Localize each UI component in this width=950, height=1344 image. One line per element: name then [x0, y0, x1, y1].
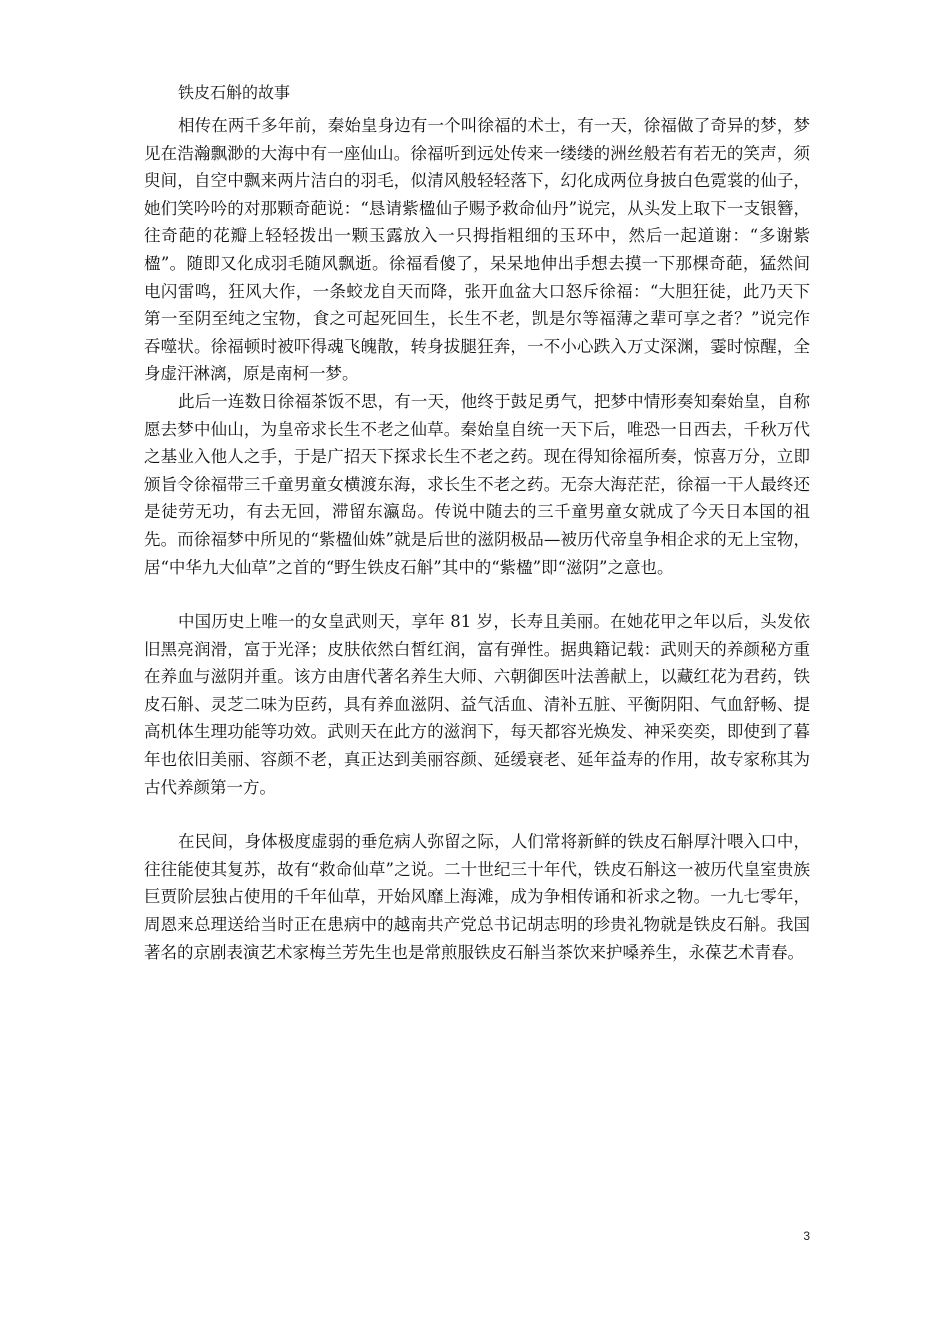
document-title: 铁皮石斛的故事: [178, 83, 291, 102]
paragraph-folk-usage: 在民间，身体极度虚弱的垂危病人弥留之际，人们常将新鲜的铁皮石斛厚汁喂入口中，往往能使其复苏，故有“救命仙草”之说。二十世纪三十年代，铁皮石斛这一被历代皇室贵族巨贾阶层独占使用的千年仙草，开始风靡上海滩，成为争相传诵和祈求之物。一九七零年，周恩来总理送给当时正在患病中的越南共产党总书记胡志明的珍贵礼物就是铁皮石斛。我国著名的京剧表演艺术家梅兰芳先生也是常煎服铁皮石斛当茶饮来护嗓养生，永葆艺术青春。: [144, 832, 810, 962]
paragraph-qin-shihuang: 此后一连数日徐福茶饭不思，有一天，他终于鼓足勇气，把梦中情形奏知秦始皇，自称愿去梦中仙山，为皇帝求长生不老之仙草。秦始皇自统一天下后，唯恐一日西去，千秋万代之基业入他人之手，于是广招天下探求长生不老之药。现在得知徐福所奏，惊喜万分，立即颁旨令徐福带三千童男童女横渡东海，求长生不老之药。无奈大海茫茫，徐福一干人最终还是徒劳无功，有去无回，滞留东瀛岛。传说中随去的三千童男童女就成了今天日本国的祖先。而徐福梦中所见的“紫楹仙姝”就是后世的滋阴极品—被历代帝皇争相企求的无上宝物，居“中华九大仙草”之首的“野生铁皮石斛”其中的“紫楹”即“滋阴”之意也。: [144, 391, 810, 577]
page-number: 3: [803, 1229, 810, 1243]
paragraph-wu-zetian: 中国历史上唯一的女皇武则天，享年 81 岁，长寿且美丽。在她花甲之年以后，头发依旧黑亮润滑，富于光泽；皮肤依然白皙红润，富有弹性。据典籍记载：武则天的养颜秘方重在养血与滋阴并重。该方由唐代著名养生大师、六朝御医叶法善献上，以藏红花为君药，铁皮石斛、灵芝二味为臣药，具有养血滋阴、益气活血、清补五脏、平衡阴阳、气血舒畅、提高机体生理功能等功效。武则天在此方的滋润下，每天都容光焕发、神采奕奕，即使到了暮年也依旧美丽、容颜不老，真正达到美丽容颜、延缓衰老、延年益寿的作用，故专家称其为古代养颜第一方。: [144, 612, 810, 797]
document-page: [144, 80, 810, 966]
paragraph-spacer: [144, 801, 810, 828]
paragraph-spacer: [144, 581, 810, 608]
paragraph-xu-fu-dream: 相传在两千多年前，秦始皇身边有一个叫徐福的术士，有一天，徐福做了奇异的梦，梦见在浩瀚飘渺的大海中有一座仙山。徐福听到远处传来一缕缕的洲丝般若有若无的笑声，须臾间，自空中飘来两片洁白的羽毛，似清风般轻轻落下，幻化成两位身披白色霓裳的仙子，她们笑吟吟的对那颗奇葩说：“恳请紫楹仙子赐予救命仙丹”说完，从头发上取下一支银簪，往奇葩的花瓣上轻轻拨出一颗玉露放入一只拇指粗细的玉环中，然后一起道谢：“多谢紫楹”。随即又化成羽毛随风飘逝。徐福看傻了，呆呆地伸出手想去摸一下那棵奇葩，猛然间电闪雷鸣，狂风大作，一条蛟龙自天而降，张开血盆大口怒斥徐福：“大胆狂徒，此乃天下第一至阴至纯之宝物，食之可起死回生，长生不老，凯是尔等福薄之辈可享之者？”说完作吞噬状。徐福顿时被吓得魂飞魄散，转身拔腿狂奔，一不小心跌入万丈深渊，霎时惊醒，全身虚汗淋漓，原是南柯一梦。: [144, 116, 810, 384]
